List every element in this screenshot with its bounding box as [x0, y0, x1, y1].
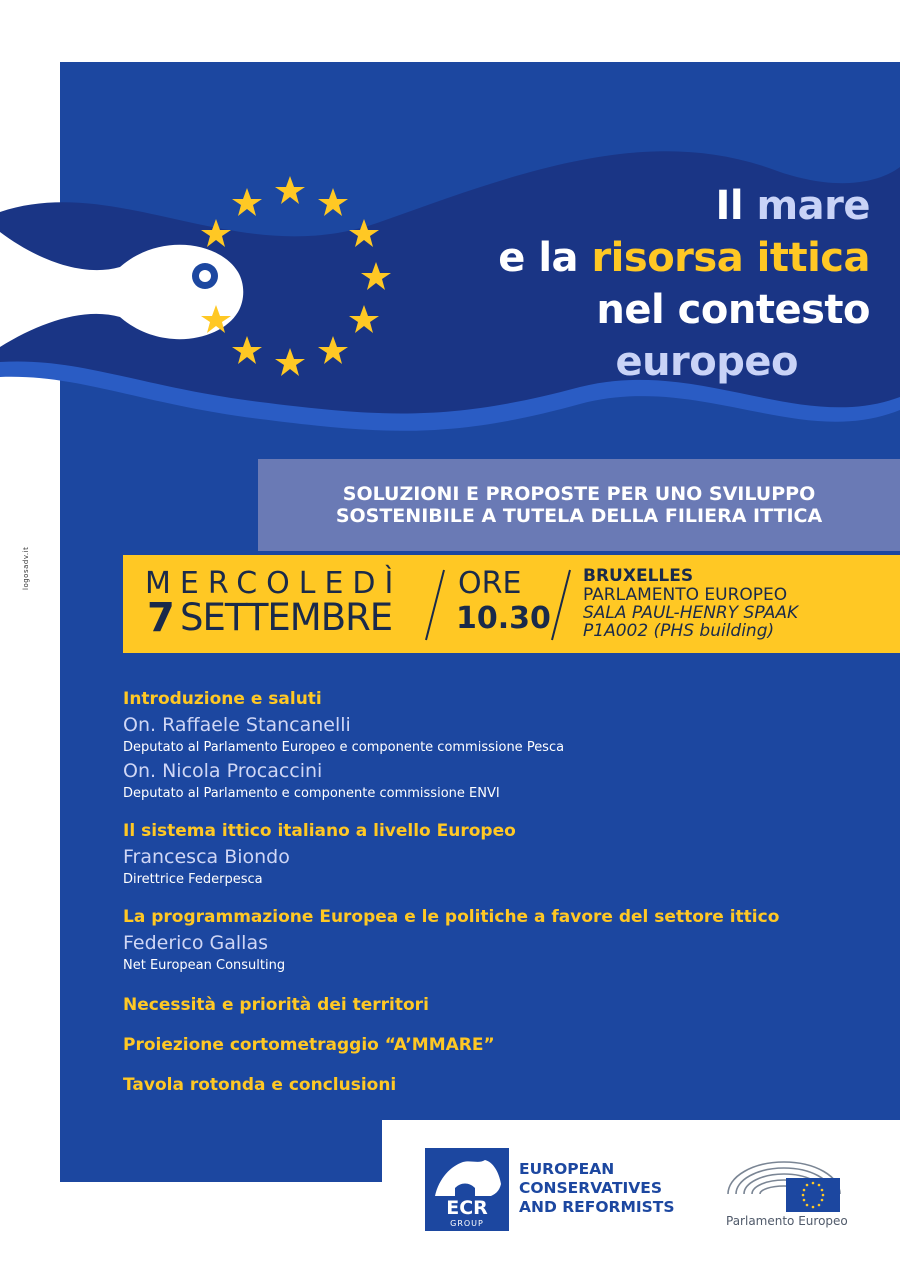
speaker-name: Francesca Biondo	[123, 846, 290, 868]
event-day: 7	[147, 595, 175, 641]
credit-text: logosadv.it	[22, 546, 30, 590]
time-value: 10.30	[456, 601, 551, 636]
speaker-name: On. Raffaele Stancanelli	[123, 714, 351, 736]
program-list	[123, 688, 863, 1096]
speaker-role: Direttrice Federpesca	[123, 872, 263, 887]
left-white-margin	[0, 553, 60, 1275]
svg-text:GROUP: GROUP	[450, 1219, 484, 1228]
event-weekday: MERCOLEDÌ	[145, 566, 403, 601]
subtitle: SOLUZIONI E PROPOSTE PER UNO SVILUPPO SOSTENIBILE A TUTELA DELLA FILIERA ITTICA	[335, 483, 823, 527]
ecr-logo	[425, 1148, 509, 1231]
ecr-name: EUROPEAN CONSERVATIVES AND REFORMISTS	[519, 1160, 675, 1216]
program-item-title: Introduzione e saluti	[123, 689, 322, 709]
svg-text:ECR: ECR	[446, 1197, 488, 1219]
program-item-title: La programmazione Europea e le politiche a favore del settore ittico	[123, 907, 780, 927]
speaker-role: Net European Consulting	[123, 958, 286, 973]
speaker-name: Federico Gallas	[123, 932, 268, 954]
location-room: SALA PAUL-HENRY SPAAK	[583, 603, 799, 623]
poster-title: Il mare e la risorsa ittica nel contesto europeo	[498, 183, 870, 385]
ecr-map-icon	[425, 1148, 509, 1231]
location-code: P1A002 (PHS building)	[583, 621, 775, 641]
program-item-title: Il sistema ittico italiano a livello Europeo	[123, 821, 516, 841]
location-venue: PARLAMENTO EUROPEO	[583, 585, 788, 605]
program-item-title: Proiezione cortometraggio “A’MMARE”	[123, 1035, 495, 1055]
time-label: ORE	[458, 566, 522, 601]
speaker-role: Deputato al Parlamento e componente commissione ENVI	[123, 786, 500, 801]
speaker-role: Deputato al Parlamento Europeo e componente commissione Pesca	[123, 740, 565, 755]
european-parliament-logo	[722, 1150, 846, 1214]
location-city: BRUXELLES	[583, 566, 694, 586]
ep-label: Parlamento Europeo	[726, 1214, 848, 1228]
speaker-name: On. Nicola Procaccini	[123, 760, 323, 782]
event-month: SETTEMBRE	[180, 596, 393, 639]
program-item-title: Tavola rotonda e conclusioni	[123, 1075, 397, 1095]
program-item-title: Necessità e priorità dei territori	[123, 995, 429, 1015]
